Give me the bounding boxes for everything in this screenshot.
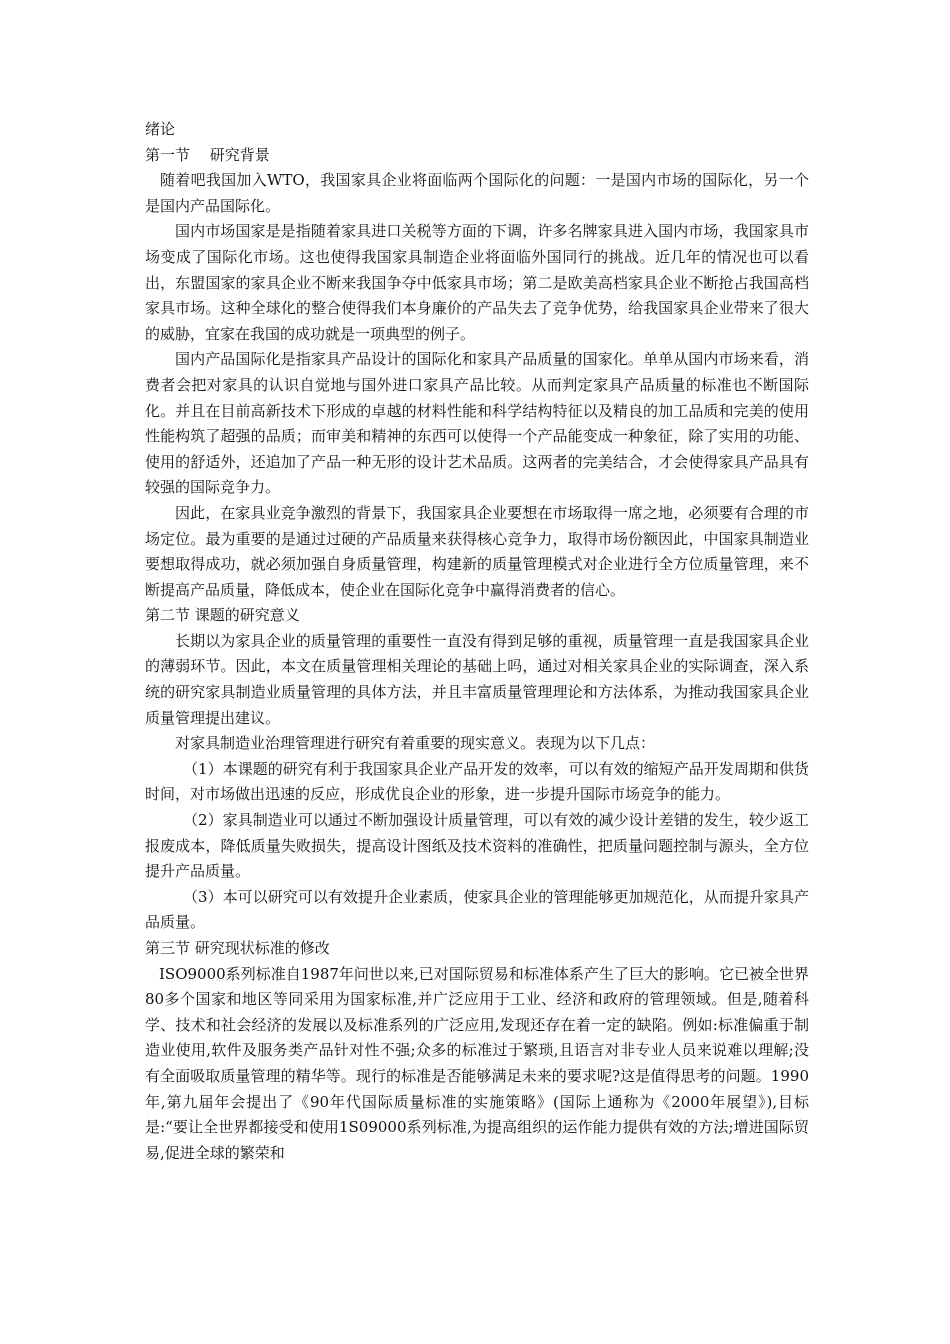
section-2-list-item-3: （3）本可以研究可以有效提升企业素质，使家具企业的管理能够更加规范化，从而提升家具产品质量。 [145,887,809,932]
document-page [145,117,809,1166]
section-2-heading: 第二节 课题的研究意义 [145,606,300,625]
section-1-paragraph-3: 国内产品国际化是指家具产品设计的国际化和家具产品质量的国家化。单单从国内市场来看，消费者会把对家具的认识自觉地与国外进口家具产品比较。从而判定家具产品质量的标准也不断国际化。并且在目前高新技术下形成的卓越的材料性能和科学结构特征以及精良的加工品质和完美的使用性能构筑了超强的品质；而审美和精神的东西可以使得一个产品能变成一种象征，除了实用的功能、使用的舒适外，还追加了产品一种无形的设计艺术品质。这两者的完美结合，才会使得家具产品具有较强的国际竞争力。 [145,350,809,497]
section-3-paragraph: ISO9000系列标准自1987年问世以来,已对国际贸易和标准体系产生了巨大的影响。它已被全世界80多个国家和地区等同采用为国家标准,并广泛应用于工业、经济和政府的管理领域。但是,随着科学、技术和社会经济的发展以及标准系列的广泛应用,发现还存在着一定的缺陷。例如:标准偏重于制造业使用,软件及服务类产品针对性不强;众多的标准过于繁琐,且语言对非专业人员来说难以理解;没有全面吸取质量管理的精华等。现行的标准是否能够满足未来的要求呢?这是值得思考的问题。1990年,第九届年会提出了《90年代国际质量标准的实施策略》(国际上通称为《2000年展望》),目标是:“要让全世界都接受和使用1S09000系列标准,为提高组织的运作能力提供有效的方法;增进国际贸易,促进全球的繁荣和 [145,964,809,1162]
section-2-list-item-1: （1）本课题的研究有利于我国家具企业产品开发的效率，可以有效的缩短产品开发周期和供货时间，对市场做出迅速的反应，形成优良企业的形象，进一步提升国际市场竞争的能力。 [145,759,809,804]
section-1-paragraph-2: 国内市场国家是是指随着家具进口关税等方面的下调，许多名牌家具进入国内市场，我国家具市场变成了国际化市场。这也使得我国家具制造企业将面临外国同行的挑战。近几年的情况也可以看出，东盟国家的家具企业不断来我国争夺中低家具市场；第二是欧美高档家具企业不断抢占我国高档家具市场。这种全球化的整合使得我们本身廉价的产品失去了竞争优势，给我国家具企业带来了很大的威胁，宜家在我国的成功就是一项典型的例子。 [145,222,809,343]
document-title: 绪论 [145,120,176,138]
section-1-paragraph-4: 因此，在家具业竞争激烈的背景下，我国家具企业要想在市场取得一席之地，必须要有合理的市场定位。最为重要的是通过过硬的产品质量来获得核心竞争力，取得市场份额因此，中国家具制造业要想取得成功，就必须加强自身质量管理，构建新的质量管理模式对企业进行全方位质量管理，来不断提高产品质量，降低成本，使企业在国际化竞争中赢得消费者的信心。 [145,503,809,599]
section-2-paragraph-1: 长期以为家具企业的质量管理的重要性一直没有得到足够的重视，质量管理一直是我国家具企业的薄弱环节。因此，本文在质量管理相关理论的基础上吗，通过对相关家具企业的实际调查，深入系统的研究家具制造业质量管理的具体方法，并且丰富质量管理理论和方法体系，为推动我国家具企业质量管理提出建议。 [145,631,809,727]
section-2-paragraph-2: 对家具制造业治理管理进行研究有着重要的现实意义。表现为以下几点： [175,734,656,753]
section-3-heading: 第三节 研究现状标准的修改 [145,939,330,957]
section-1-heading: 第一节 研究背景 [145,145,270,164]
section-1-paragraph-1: 随着吧我国加入WTO，我国家具企业将面临两个国际化的问题：一是国内市场的国际化，另一个是国内产品国际化。 [145,171,809,215]
section-2-list-item-2: （2）家具制造业可以通过不断加强设计质量管理，可以有效的减少设计差错的发生，较少返工报废成本，降低质量失败损失，提高设计图纸及技术资料的准确性，把质量问题控制与源头，全方位提升产品质量。 [145,811,809,881]
